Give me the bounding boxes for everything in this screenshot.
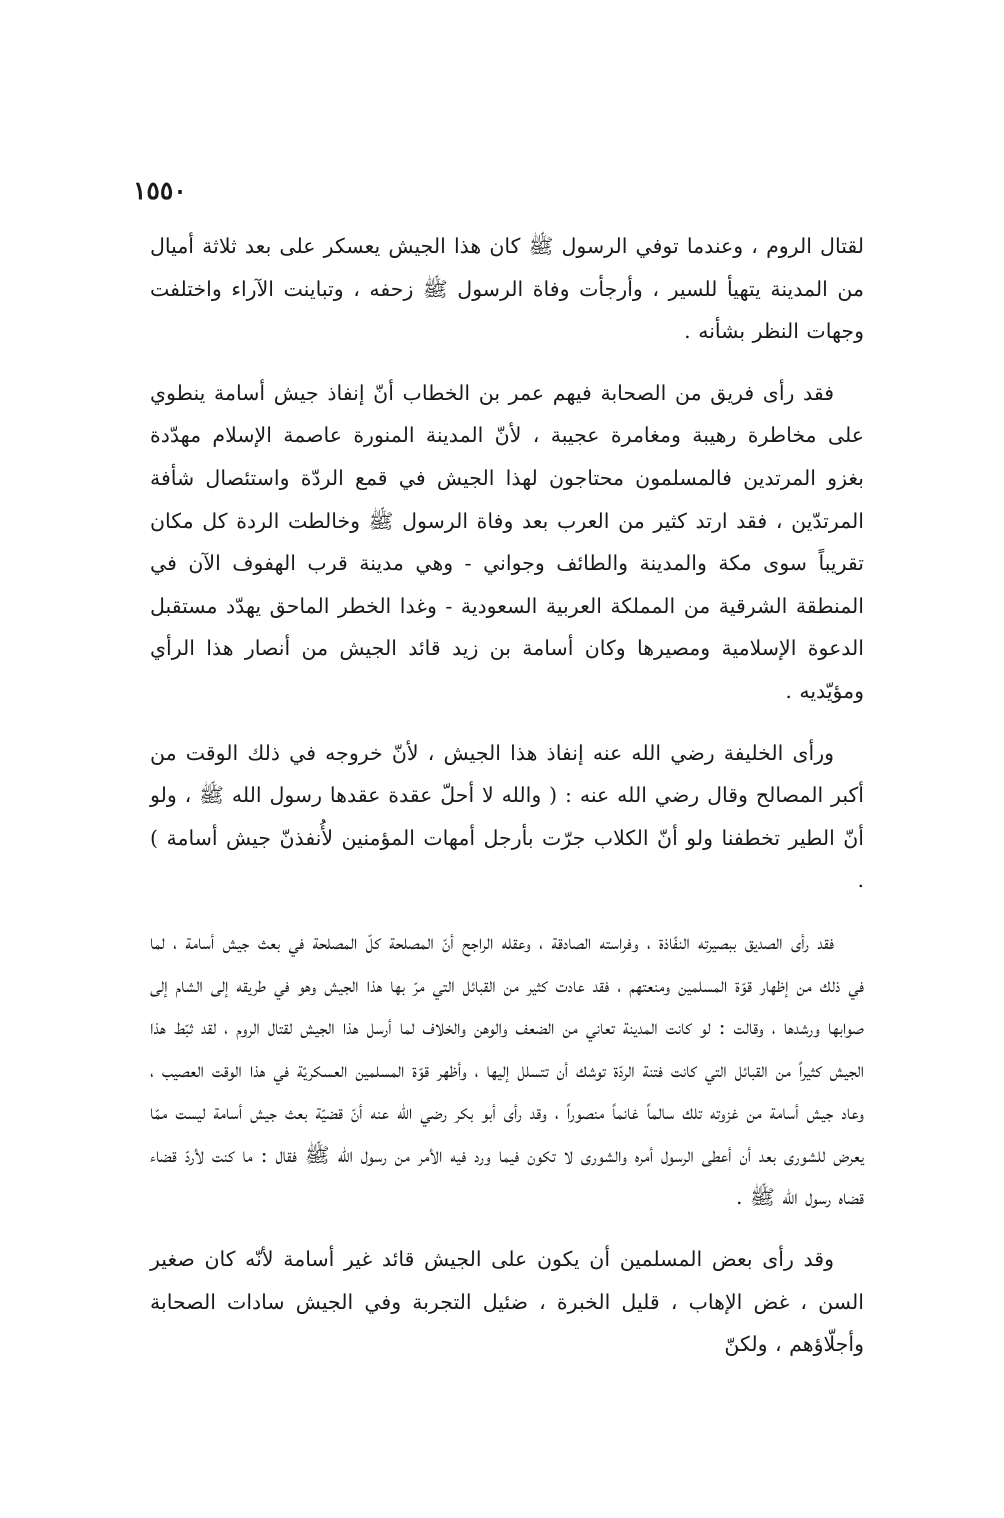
page-body bbox=[150, 225, 864, 1385]
page-number: ١٥٥٠ bbox=[133, 176, 187, 205]
paragraph-4: فقد رأى الصديق ببصيرته النفّاذة ، وفراسته الصادقة ، وعقله الراجح أنّ المصلحة كلّ المصلحة في بعث جيش أسامة ، لما في ذلك من إظهار قوّة المسلمين ومنعتهم ، فقد عادت كثير من القبائل التي مرّ بها هذا الجيش وهو في طريقه إلى الشام إلى صوابها ورشدها ، وقالت : لو كانت المدينة تعاني من الضعف والوهن والخلاف لما أرسل هذا الجيش لقتال الروم ، لقد ثبّط هذا الجيش كثيراً من القبائل التي كانت فتنة الردّة توشك أن تتسلل إليها ، وأظهر قوّة المسلمين العسكريّة في هذا الوقت العصيب ، وعاد جيش أسامة من غزوته تلك سالماً غانماً منصوراً ، وقد رأى أبو بكر رضي الله عنه أنّ قضيّة بعث جيش أسامة ليست ممّا يعرض للشورى بعد أن أعطى الرسول أمره والشورى لا تكون فيما ورد فيه الأمر من رسول الله ﷺ فقال : ما كنت لأردّ قضاء قضاه رسول الله ﷺ . bbox=[150, 929, 864, 1210]
paragraph-2: فقد رأى فريق من الصحابة فيهم عمر بن الخطاب أنّ إنفاذ جيش أسامة ينطوي على مخاطرة رهيبة ومغامرة عجيبة ، لأنّ المدينة المنورة عاصمة الإسلام مهدّدة بغزو المرتدين فالمسلمون محتاجون لهذا الجيش في قمع الردّة واستئصال شأفة المرتدّين ، فقد ارتد كثير من العرب بعد وفاة الرسول ﷺ وخالطت الردة كل مكان تقريباً سوى مكة والمدينة والطائف وجواني - وهي مدينة قرب الهفوف الآن في المنطقة الشرقية من المملكة العربية السعودية - وغدا الخطر الماحق يهدّد مستقبل الدعوة الإسلامية ومصيرها وكان أسامة بن زيد قائد الجيش من أنصار هذا الرأي ومؤيّديه . bbox=[150, 380, 864, 703]
paragraph-3: ورأى الخليفة رضي الله عنه إنفاذ هذا الجيش ، لأنّ خروجه في ذلك الوقت من أكبر المصالح وقال رضي الله عنه : ( والله لا أحلّ عقدة عقدها رسول الله ﷺ ، ولو أنّ الطير تخطفنا ولو أنّ الكلاب جرّت بأرجل أمهات المؤمنين لأُنفذنّ جيش أسامة ) . bbox=[150, 740, 864, 893]
paragraph-1: لقتال الروم ، وعندما توفي الرسول ﷺ كان هذا الجيش يعسكر على بعد ثلاثة أميال من المدينة يتهيأ للسير ، وأرجأت وفاة الرسول ﷺ زحفه ، وتباينت الآراء واختلفت وجهات النظر بشأنه . bbox=[150, 234, 864, 344]
paragraph-5: وقد رأى بعض المسلمين أن يكون على الجيش قائد غير أسامة لأنّه كان صغير السن ، غض الإهاب ، قليل الخبرة ، ضئيل التجربة وفي الجيش سادات الصحابة وأجلّاؤهم ، ولكنّ bbox=[150, 1247, 864, 1357]
